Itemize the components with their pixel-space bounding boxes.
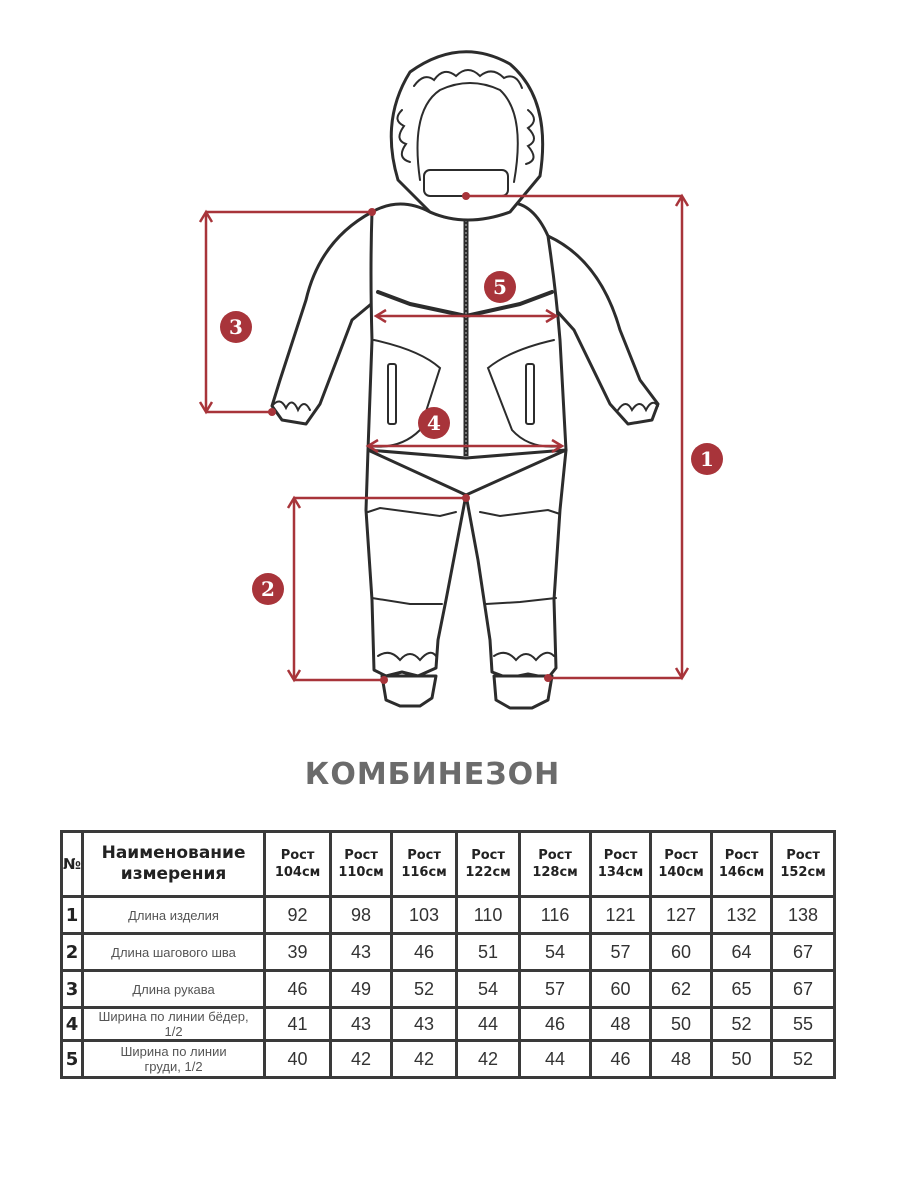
size-header-label: Рост xyxy=(786,848,820,863)
badge-3 xyxy=(220,311,252,343)
page-title: КОМБИНЕЗОН xyxy=(304,757,561,792)
table-cell: 110 xyxy=(458,898,518,932)
size-header-value: 104см xyxy=(274,865,321,880)
left-leg-outline xyxy=(366,450,466,676)
measurement-name-line2: 1/2 xyxy=(164,1024,183,1039)
measurement-name xyxy=(84,935,263,969)
table-cell: 67 xyxy=(773,935,833,969)
measurement-name-line1: Ширина по линии бёдер, xyxy=(98,1009,249,1024)
table-cell: 43 xyxy=(332,935,390,969)
badge-2-label: 2 xyxy=(261,577,275,601)
table-cell: 43 xyxy=(332,1009,390,1039)
size-header-label: Рост xyxy=(538,848,572,863)
table-cell: 51 xyxy=(458,935,518,969)
row-number: 5 xyxy=(63,1042,81,1076)
right-foot-cuff xyxy=(494,676,552,708)
column-header-name-line1: Наименование xyxy=(101,843,246,863)
badge-4 xyxy=(418,407,450,439)
table-cell: 116 xyxy=(521,898,589,932)
size-header-value: 140см xyxy=(658,865,704,880)
table-cell: 64 xyxy=(713,935,770,969)
size-header-value: 152см xyxy=(780,865,826,880)
measurement-name-line1: Длина шагового шва xyxy=(111,944,236,960)
table-header-row xyxy=(63,833,833,895)
column-header-number: № xyxy=(63,833,81,895)
size-header-label: Рост xyxy=(664,848,698,863)
measurement-name-line1: Длина изделия xyxy=(128,907,219,923)
size-header-label: Рост xyxy=(603,848,638,863)
table-cell: 65 xyxy=(713,972,770,1006)
table-cell: 40 xyxy=(266,1042,329,1076)
table-cell: 49 xyxy=(332,972,390,1006)
table-cell: 50 xyxy=(652,1009,710,1039)
table-cell: 39 xyxy=(266,935,329,969)
size-header-value: 110см xyxy=(338,865,384,880)
table-cell: 46 xyxy=(521,1009,589,1039)
table-cell: 46 xyxy=(393,935,455,969)
table-cell: 103 xyxy=(393,898,455,932)
table-cell: 48 xyxy=(592,1009,649,1039)
table-cell: 52 xyxy=(773,1042,833,1076)
size-header-value: 116см xyxy=(401,865,447,880)
table-cell: 138 xyxy=(773,898,833,932)
row-number: 3 xyxy=(63,972,81,1006)
column-header-name xyxy=(84,833,263,895)
column-header-size xyxy=(266,833,329,895)
table-cell: 42 xyxy=(393,1042,455,1076)
badge-1-label: 1 xyxy=(700,447,714,471)
table-cell: 55 xyxy=(773,1009,833,1039)
column-header-size xyxy=(652,833,710,895)
table-cell: 50 xyxy=(713,1042,770,1076)
table-cell: 54 xyxy=(521,935,589,969)
table-cell: 48 xyxy=(652,1042,710,1076)
size-header-value: 128см xyxy=(532,865,578,880)
column-header-name-line2: измерения xyxy=(120,864,227,884)
column-header-size xyxy=(773,833,833,895)
table-cell: 98 xyxy=(332,898,390,932)
table-cell: 44 xyxy=(458,1009,518,1039)
table-cell: 127 xyxy=(652,898,710,932)
size-table xyxy=(60,830,836,1079)
table-cell: 60 xyxy=(652,935,710,969)
size-header-label: Рост xyxy=(471,848,505,863)
size-header-value: 134см xyxy=(597,865,644,880)
table-cell: 57 xyxy=(592,935,649,969)
size-header-label: Рост xyxy=(724,848,759,863)
measurement-name-line1: Длина рукава xyxy=(132,981,215,997)
left-sleeve-outline xyxy=(272,212,376,424)
column-header-size xyxy=(521,833,589,895)
table-cell: 60 xyxy=(592,972,649,1006)
column-header-size xyxy=(592,833,649,895)
size-header-value: 122см xyxy=(465,865,511,880)
measurement-name xyxy=(84,972,263,1006)
size-header-label: Рост xyxy=(280,848,315,863)
column-header-size xyxy=(713,833,770,895)
measurement-name xyxy=(84,1009,263,1039)
measurement-name xyxy=(84,898,263,932)
table-cell: 62 xyxy=(652,972,710,1006)
table-cell: 41 xyxy=(266,1009,329,1039)
badge-5-label: 5 xyxy=(493,275,507,299)
table-cell: 67 xyxy=(773,972,833,1006)
table-cell: 52 xyxy=(393,972,455,1006)
table-row xyxy=(63,972,833,1006)
table-row xyxy=(63,1042,833,1076)
table-cell: 43 xyxy=(393,1009,455,1039)
size-header-value: 146см xyxy=(718,865,765,880)
table-cell: 92 xyxy=(266,898,329,932)
badge-3-label: 3 xyxy=(229,315,243,339)
measurement-name xyxy=(84,1042,263,1076)
table-cell: 54 xyxy=(458,972,518,1006)
row-number: 1 xyxy=(63,898,81,932)
measurement-name-line1: Ширина по линии xyxy=(120,1044,227,1059)
table-cell: 52 xyxy=(713,1009,770,1039)
badge-2 xyxy=(252,573,284,605)
measurement-name-line2: груди, 1/2 xyxy=(144,1059,203,1074)
table-cell: 57 xyxy=(521,972,589,1006)
table-row xyxy=(63,935,833,969)
table-row xyxy=(63,898,833,932)
right-leg-outline xyxy=(466,450,566,678)
table-cell: 46 xyxy=(592,1042,649,1076)
row-number: 2 xyxy=(63,935,81,969)
table-cell: 42 xyxy=(332,1042,390,1076)
column-header-size xyxy=(393,833,455,895)
size-header-label: Рост xyxy=(344,848,378,863)
row-number: 4 xyxy=(63,1009,81,1039)
table-cell: 121 xyxy=(592,898,649,932)
column-header-size xyxy=(458,833,518,895)
table-row xyxy=(63,1009,833,1039)
badge-1 xyxy=(691,443,723,475)
table-cell: 46 xyxy=(266,972,329,1006)
table-cell: 44 xyxy=(521,1042,589,1076)
table-cell: 132 xyxy=(713,898,770,932)
badge-5 xyxy=(484,271,516,303)
column-header-size xyxy=(332,833,390,895)
size-header-label: Рост xyxy=(407,848,441,863)
badge-4-label: 4 xyxy=(427,411,441,435)
left-foot-cuff xyxy=(382,676,436,706)
table-cell: 42 xyxy=(458,1042,518,1076)
